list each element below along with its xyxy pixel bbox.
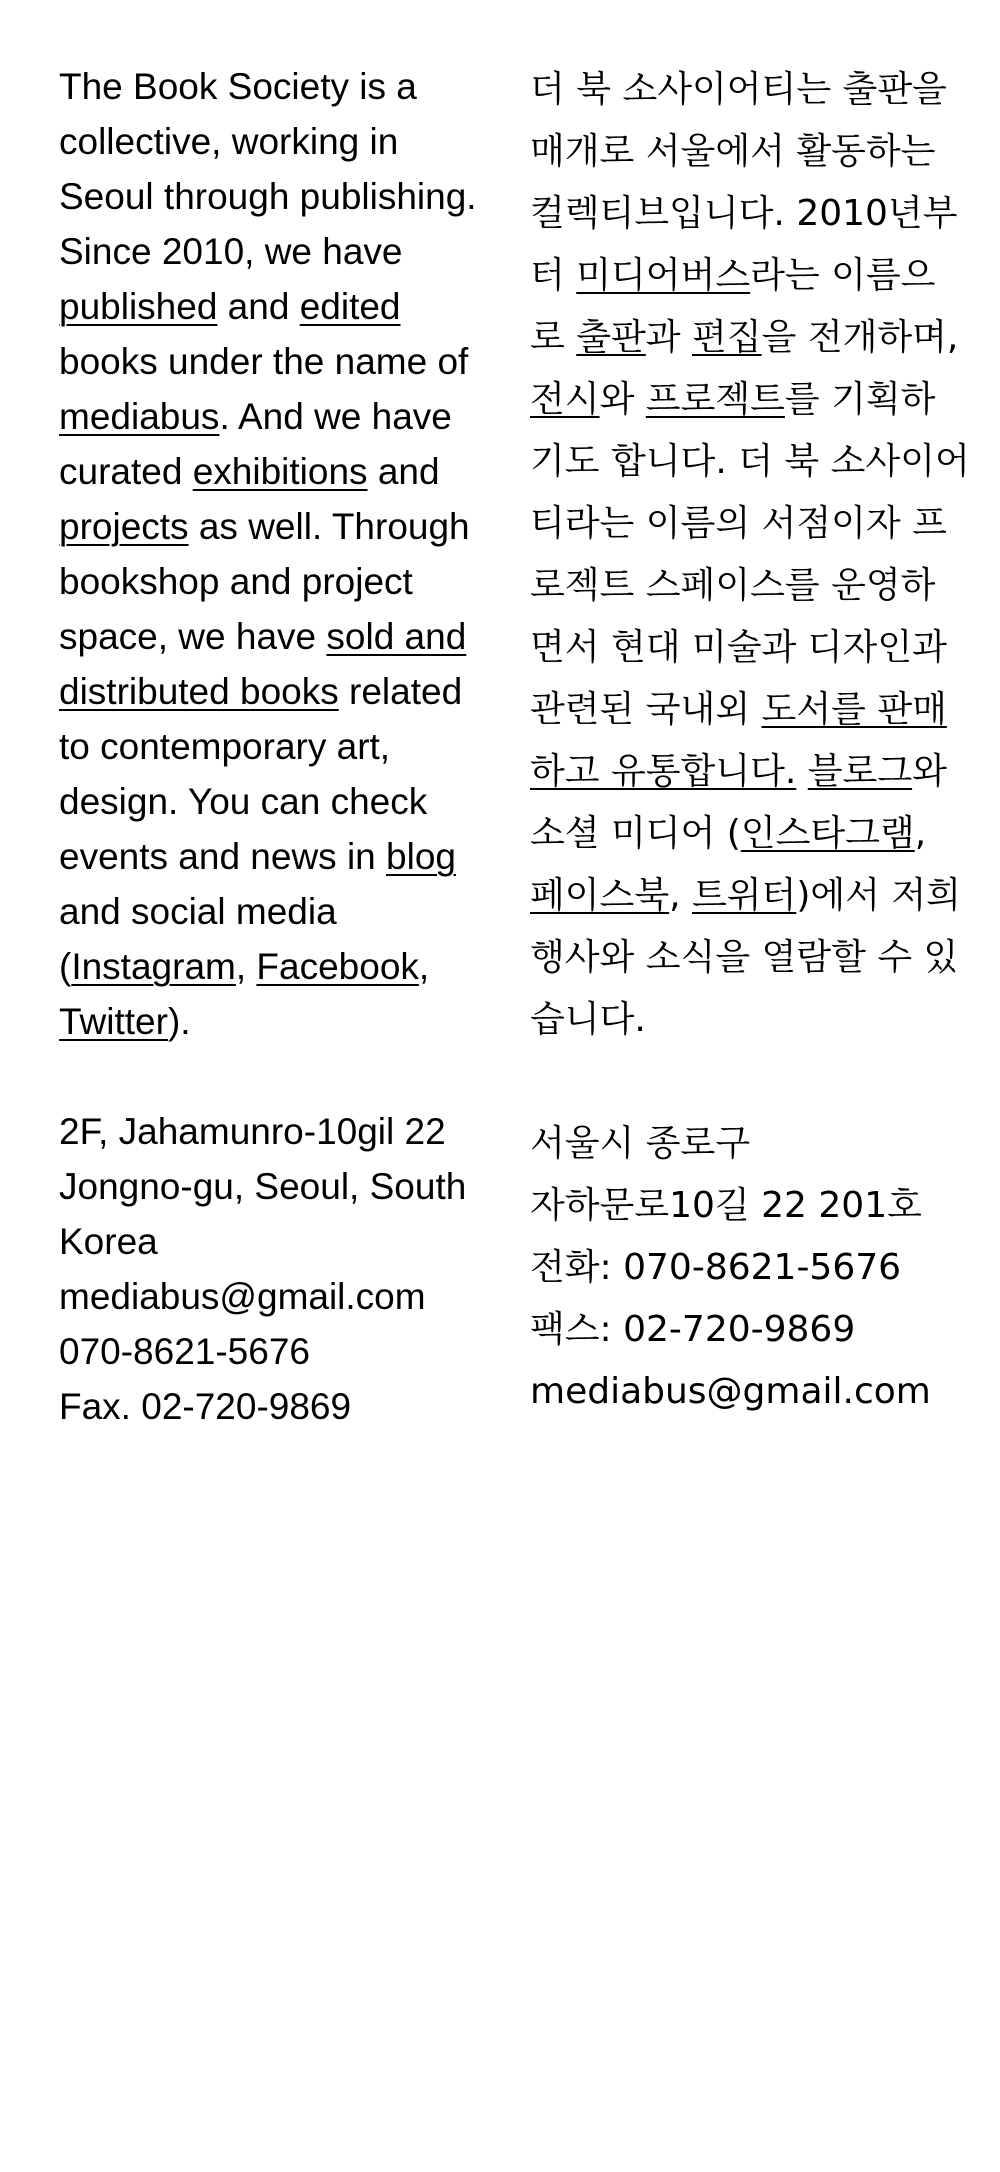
fax-text: 팩스: 02-720-9869 — [530, 1309, 856, 1350]
address-line-2: Jongno-gu, Seoul, South Korea — [59, 1166, 467, 1262]
about-text: and — [367, 451, 440, 492]
edit-ko-link[interactable]: 편집 — [692, 317, 762, 358]
email-text: mediabus@gmail.com — [530, 1371, 931, 1412]
address-line-1: 서울시 종로구 — [530, 1123, 751, 1164]
korean-contact-block — [530, 1113, 970, 1423]
about-text: 와 — [599, 379, 646, 420]
about-text: ). — [167, 1001, 191, 1042]
phone-text: 070-8621-5676 — [59, 1331, 310, 1372]
exhibit-ko-link[interactable]: 전시 — [530, 379, 600, 420]
about-text: 를 기획하기도 합니다. 더 북 소사이어티라는 이름의 서점이자 프로젝트 스페이스를 운영하면서 현대 미술과 디자인과 관련된 국내외 — [530, 379, 970, 730]
about-text: 라는 이름으로 — [530, 255, 936, 358]
instagram-ko-link[interactable]: 인스타그램 — [740, 813, 915, 854]
address-line-2: 자하문로10길 22 201호 — [530, 1185, 922, 1226]
twitter-ko-link[interactable]: 트위터 — [692, 875, 797, 916]
project-ko-link[interactable]: 프로젝트 — [645, 379, 785, 420]
mediabus-ko-link[interactable]: 미디어버스 — [576, 255, 751, 296]
blog-link[interactable]: blog — [386, 836, 456, 877]
twitter-link[interactable]: Twitter — [59, 1001, 168, 1042]
about-text: and — [217, 286, 300, 327]
sold-distributed-books-link[interactable]: sold and distributed books — [59, 616, 467, 712]
facebook-ko-link[interactable]: 페이스북 — [530, 875, 670, 916]
instagram-link[interactable]: Instagram — [71, 946, 236, 987]
korean-about-paragraph — [530, 59, 970, 1051]
about-text: books under the name of — [59, 341, 469, 382]
email-text: mediabus@gmail.com — [59, 1276, 426, 1317]
about-text: and social media ( — [59, 891, 337, 987]
edited-link[interactable]: edited — [299, 286, 401, 327]
publish-ko-link[interactable]: 출판 — [576, 317, 646, 358]
about-text: 과 — [645, 317, 693, 358]
about-text: 와 소셜 미디어 ( — [530, 751, 947, 854]
about-text: )에서 저희 행사와 소식을 열람할 수 있습니다. — [530, 875, 961, 1040]
published-link[interactable]: published — [59, 286, 218, 327]
english-contact-block — [59, 1104, 499, 1434]
about-text: 더 북 소사이어티는 출판을 매개로 서울에서 활동하는 컬렉티브입니다. 2010년부터 — [530, 69, 958, 296]
phone-text: 전화: 070-8621-5676 — [530, 1247, 902, 1288]
address-line-1: 2F, Jahamunro-10gil 22 — [59, 1111, 446, 1152]
korean-column — [530, 59, 970, 1423]
fax-text: Fax. 02-720-9869 — [59, 1386, 352, 1427]
about-text: , — [418, 946, 430, 987]
projects-link[interactable]: projects — [59, 506, 189, 547]
about-text: 을 전개하며, — [761, 317, 959, 358]
sold-distributed-ko-link[interactable]: 도서를 판매하고 유통합니다. — [530, 689, 947, 792]
about-text: related to contemporary art, design. You can check events and news in — [59, 671, 463, 877]
facebook-link[interactable]: Facebook — [256, 946, 419, 987]
about-text: , — [235, 946, 257, 987]
about-text: , — [669, 875, 692, 916]
about-text: as well. Through bookshop and project space, we have — [59, 506, 470, 657]
english-column — [59, 59, 499, 1434]
about-text: , — [914, 813, 927, 854]
about-text — [796, 751, 807, 792]
exhibitions-link[interactable]: exhibitions — [192, 451, 368, 492]
english-about-paragraph — [59, 59, 499, 1049]
blog-ko-link[interactable]: 블로그 — [807, 751, 913, 792]
mediabus-link[interactable]: mediabus — [59, 396, 220, 437]
about-text: . And we have curated — [59, 396, 452, 492]
about-text: The Book Society is a collective, working in Seoul through publishing. Since 2010, we have — [59, 66, 477, 272]
